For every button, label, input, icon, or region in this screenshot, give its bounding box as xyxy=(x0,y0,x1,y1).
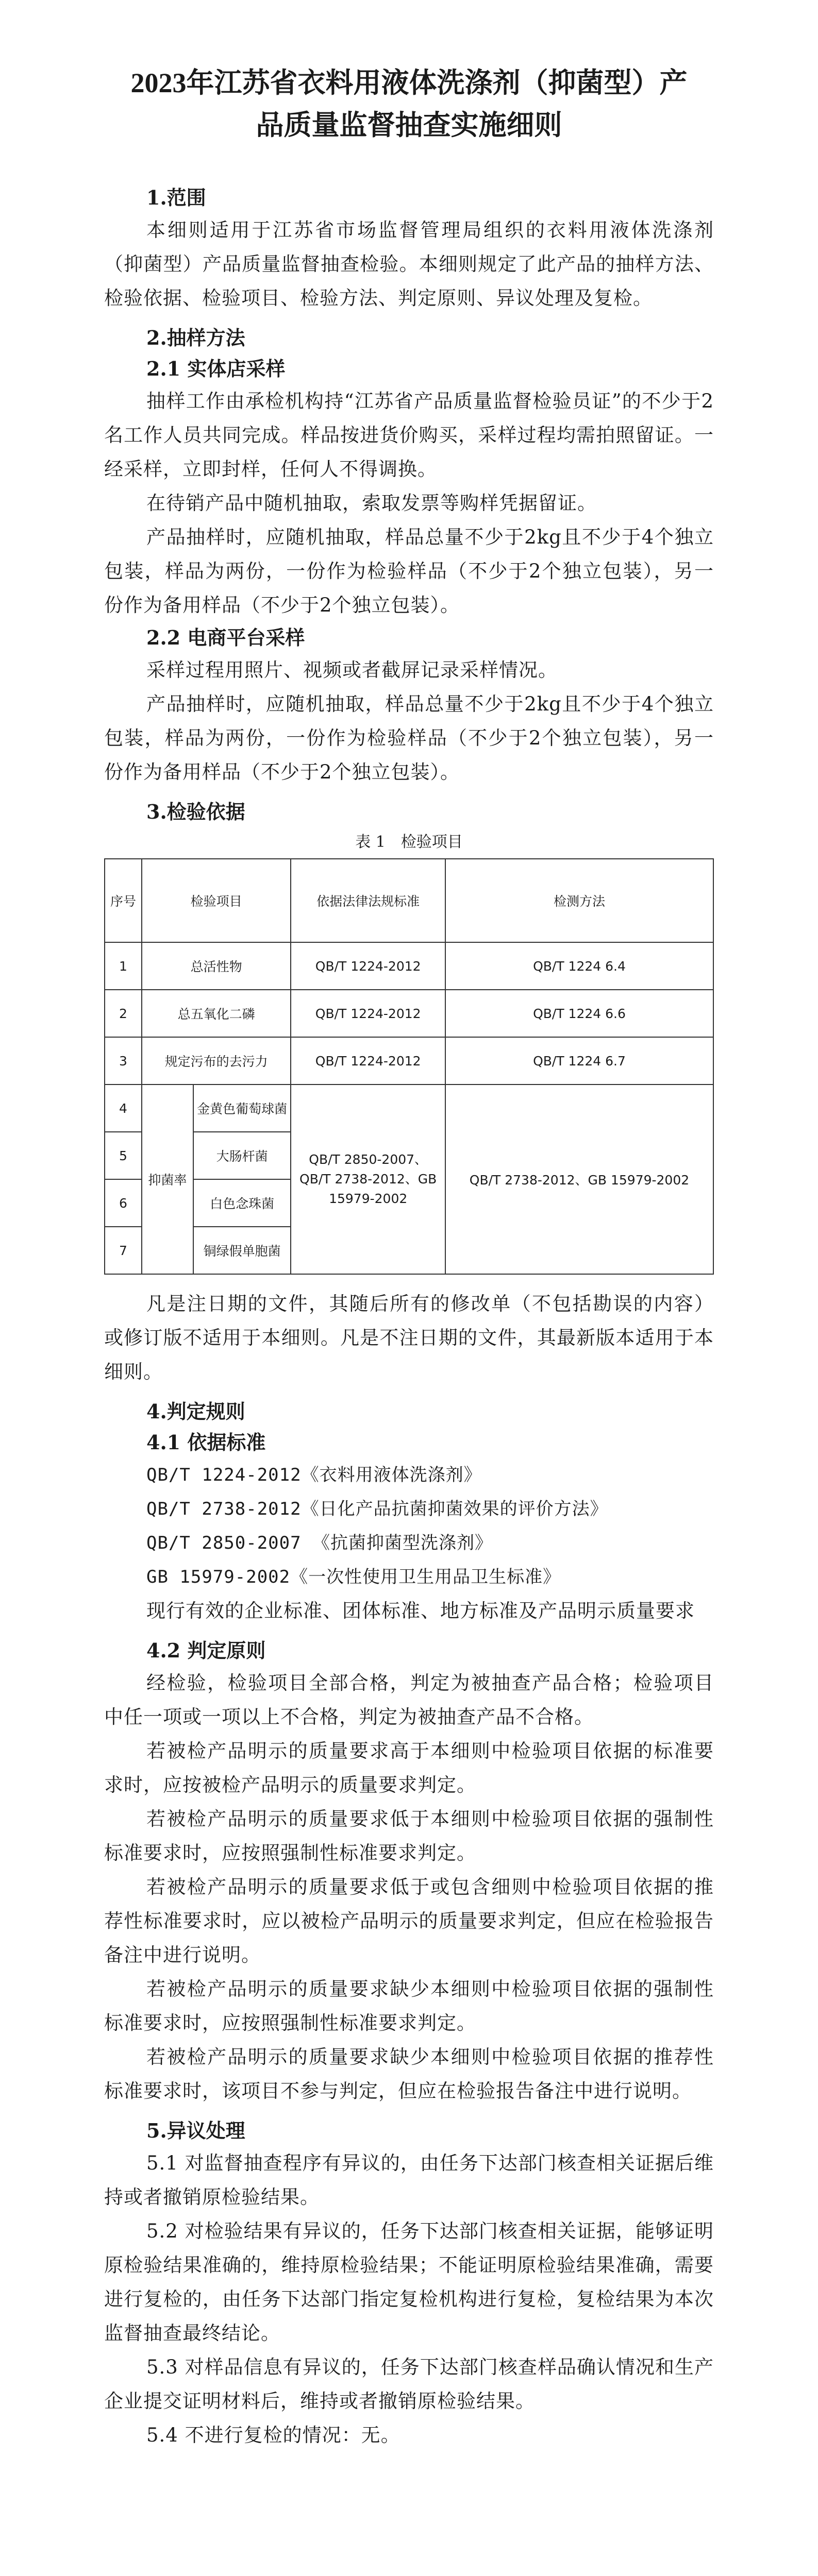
standard-item: QB/T 2850-2007 《抗菌抑菌型洗涤剂》 xyxy=(146,1533,493,1553)
cell-method: QB/T 1224 6.7 xyxy=(445,1037,713,1084)
section-5-heading: 5.异议处理 xyxy=(146,2119,245,2142)
cell-basis: QB/T 1224-2012 xyxy=(291,990,445,1037)
cell-basis: QB/T 1224-2012 xyxy=(291,942,445,990)
section-2-1-heading: 2.1 实体店采样 xyxy=(146,357,286,380)
section-2-2-paragraph-2: 产品抽样时，应随机抽取，样品总量不少于2kg且不少于4个独立包装，样品为两份，一份作为检验样品（不少于2个独立包装），另一份作为备用样品（不少于2个独立包装）。 xyxy=(104,693,714,783)
section-4-2-paragraph: 经检验，检验项目全部合格，判定为被抽查产品合格；检验项目中任一项或一项以上不合格，判定为被抽查产品不合格。 xyxy=(104,1672,714,1728)
cell-no: 3 xyxy=(105,1037,142,1084)
section-4-1-paragraph: 现行有效的企业标准、团体标准、地方标准及产品明示质量要求 xyxy=(146,1600,695,1622)
header-no: 序号 xyxy=(105,859,142,942)
section-4-2-heading: 4.2 判定原则 xyxy=(146,1639,266,1662)
header-item: 检验项目 xyxy=(142,859,291,942)
section-5-paragraph: 5.2 对检验结果有异议的，任务下达部门核查相关证据，能够证明原检验结果准确的，维持原检验结果；不能证明原检验结果准确，需要进行复检的，由任务下达部门指定复检机构进行复检，复检结果为本次监督抽查最终结论。 xyxy=(104,2220,714,2344)
cell-method: QB/T 1224 6.4 xyxy=(445,942,713,990)
table-row xyxy=(105,1037,713,1084)
section-4-heading: 4.判定规则 xyxy=(146,1400,245,1423)
table-row xyxy=(105,942,713,990)
section-3-after-table: 凡是注日期的文件，其随后所有的修改单（不包括勘误的内容）或修订版不适用于本细则。凡是不注日期的文件，其最新版本适用于本细则。 xyxy=(104,1293,714,1383)
table-caption: 表 1 检验项目 xyxy=(355,833,463,851)
cell-no: 5 xyxy=(105,1132,142,1179)
header-method: 检测方法 xyxy=(445,859,713,942)
cell-sub-item: 金黄色葡萄球菌 xyxy=(193,1084,291,1132)
section-2-2-paragraph-1: 采样过程用照片、视频或者截屏记录采样情况。 xyxy=(146,659,558,681)
section-2-1-paragraph-3: 产品抽样时，应随机抽取，样品总量不少于2kg且不少于4个独立包装，样品为两份，一份作为检验样品（不少于2个独立包装），另一份作为备用样品（不少于2个独立包装）。 xyxy=(104,526,714,616)
cell-sub-item: 大肠杆菌 xyxy=(193,1132,291,1179)
cell-no: 2 xyxy=(105,990,142,1037)
section-4-1-heading: 4.1 依据标准 xyxy=(146,1431,266,1454)
title-line-2: 品质量监督抽查实施细则 xyxy=(256,110,562,141)
document-title xyxy=(104,62,714,146)
cell-item: 规定污布的去污力 xyxy=(142,1037,291,1084)
section-4-2-paragraph: 若被检产品明示的质量要求高于本细则中检验项目依据的标准要求时，应按被检产品明示的质量要求判定。 xyxy=(104,1740,714,1796)
section-5-paragraph: 5.3 对样品信息有异议的，任务下达部门核查样品确认情况和生产企业提交证明材料后，维持或者撤销原检验结果。 xyxy=(104,2356,714,2412)
cell-group-basis: QB/T 2850-2007、QB/T 2738-2012、GB 15979-2002 xyxy=(291,1084,445,1274)
section-5-paragraph: 5.1 对监督抽查程序有异议的，由任务下达部门核查相关证据后维持或者撤销原检验结果。 xyxy=(104,2152,714,2208)
cell-sub-item: 铜绿假单胞菌 xyxy=(193,1227,291,1274)
section-4-2-paragraph: 若被检产品明示的质量要求低于本细则中检验项目依据的强制性标准要求时，应按照强制性标准要求判定。 xyxy=(104,1808,714,1864)
section-1-paragraph: 本细则适用于江苏省市场监督管理局组织的衣料用液体洗涤剂（抑菌型）产品质量监督抽查检验。本细则规定了此产品的抽样方法、检验依据、检验项目、检验方法、判定原则、异议处理及复检。 xyxy=(104,219,714,309)
inspection-items-table xyxy=(104,858,714,1275)
cell-no: 7 xyxy=(105,1227,142,1274)
cell-group-method: QB/T 2738-2012、GB 15979-2002 xyxy=(445,1084,713,1274)
standard-item: QB/T 2738-2012《日化产品抗菌抑菌效果的评价方法》 xyxy=(146,1499,608,1519)
section-2-1-paragraph-1: 抽样工作由承检机构持“江苏省产品质量监督检验员证”的不少于2名工作人员共同完成。样品按进货价购买，采样过程均需拍照留证。一经采样，立即封样，任何人不得调换。 xyxy=(104,390,714,480)
cell-no: 4 xyxy=(105,1084,142,1132)
title-line-1: 2023年江苏省衣料用液体洗涤剂（抑菌型）产 xyxy=(130,67,688,98)
header-basis: 依据法律法规标准 xyxy=(291,859,445,942)
section-3-heading: 3.检验依据 xyxy=(146,800,245,823)
cell-item: 总活性物 xyxy=(142,942,291,990)
section-2-1-paragraph-2: 在待销产品中随机抽取，索取发票等购样凭据留证。 xyxy=(146,492,597,514)
cell-no: 6 xyxy=(105,1179,142,1227)
standard-item: GB 15979-2002《一次性使用卫生用品卫生标准》 xyxy=(146,1567,561,1587)
section-4-2-paragraph: 若被检产品明示的质量要求缺少本细则中检验项目依据的推荐性标准要求时，该项目不参与判定，但应在检验报告备注中进行说明。 xyxy=(104,2046,714,2102)
table-header-row xyxy=(105,859,713,942)
table-row xyxy=(105,990,713,1037)
cell-item: 总五氧化二磷 xyxy=(142,990,291,1037)
section-2-heading: 2.抽样方法 xyxy=(146,326,245,349)
section-2-2-heading: 2.2 电商平台采样 xyxy=(146,626,305,649)
cell-group-label: 抑菌率 xyxy=(142,1084,193,1274)
cell-basis: QB/T 1224-2012 xyxy=(291,1037,445,1084)
section-4-2-paragraph: 若被检产品明示的质量要求低于或包含细则中检验项目依据的推荐性标准要求时，应以被检产品明示的质量要求判定，但应在检验报告备注中进行说明。 xyxy=(104,1876,714,1966)
section-5-paragraph: 5.4 不进行复检的情况：无。 xyxy=(146,2424,400,2446)
cell-method: QB/T 1224 6.6 xyxy=(445,990,713,1037)
section-1-heading: 1.范围 xyxy=(146,186,206,209)
standard-item: QB/T 1224-2012《衣料用液体洗涤剂》 xyxy=(146,1465,482,1485)
section-4-2-paragraph: 若被检产品明示的质量要求缺少本细则中检验项目依据的强制性标准要求时，应按照强制性标准要求判定。 xyxy=(104,1978,714,2034)
cell-no: 1 xyxy=(105,942,142,990)
table-row xyxy=(105,1084,713,1132)
cell-sub-item: 白色念珠菌 xyxy=(193,1179,291,1227)
